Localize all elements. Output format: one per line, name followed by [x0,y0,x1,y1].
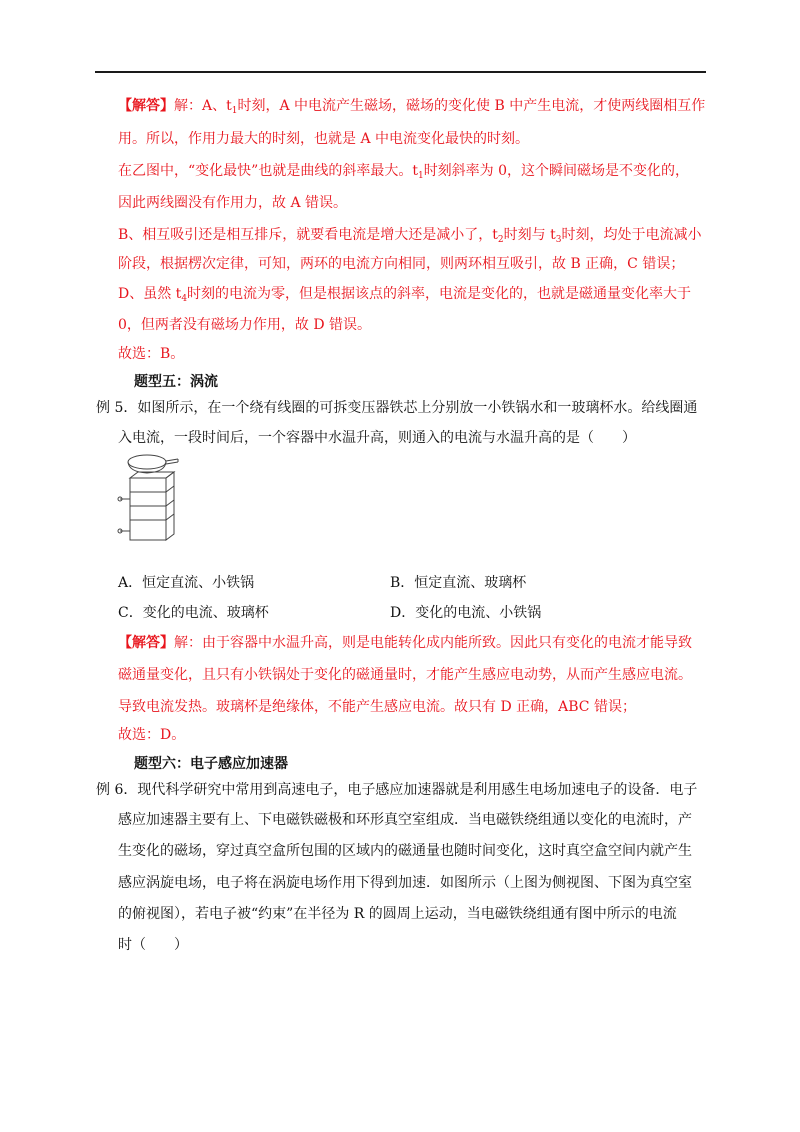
section5-title: 题型五：涡流 [134,374,218,390]
answer4-line-3: 在乙图中，“变化最快”也就是曲线的斜率最大。$t_1$时刻斜率为 0，这个瞬间磁场是不变化的， [118,163,690,181]
example6-line-6: 时（ ） [118,937,188,953]
header-rule [95,71,706,73]
example6-line-2: 感应加速器主要有上、下电磁铁磁极和环形真空室组成．当电磁铁绕组通以变化的电流时，产 [118,812,692,828]
answer5-line-3: 导致电流发热。玻璃杯是绝缘体，不能产生感应电流。故只有 D 正确，ABC 错误； [118,699,636,715]
answer4-line-5: B、相互吸引还是相互排斥，就要看电流是增大还是减小了，$t_2$时刻与 $t_3$时刻，均处于电流减小 [118,227,702,245]
answer-tag: 【解答】 [118,635,174,651]
example6-line-5: 的俯视图），若电子被“约束”在半径为 R 的圆周上运动，当电磁铁绕组通有图中所示的电流 [118,906,677,922]
example5-line-2: 入电流，一段时间后，一个容器中水温升高，则通入的电流与水温升高的是（ ） [118,430,636,446]
answer4-line-2: 用。所以，作用力最大的时刻，也就是 A 中电流变化最快的时刻。 [118,131,530,147]
answer4-line-8: 0，但两者没有磁场力作用，故 D 错误。 [118,317,372,333]
answer5-line-1: 【解答】解：由于容器中水温升高，则是电能转化成内能所致。因此只有变化的电流才能导致 [118,635,692,651]
pan-rim [128,455,166,469]
answer5-line-2: 磁通量变化，且只有小铁锅处于变化的磁通量时，才能产生感应电动势，从而产生感应电流。 [118,667,692,683]
answer4-line-1: 【解答】解：A、$t_1$时刻，A 中电流产生磁场，磁场的变化使 B 中产生电流，才使两线圈相互作 [118,98,706,116]
example6-line-4: 感应涡旋电场，电子将在涡旋电场作用下得到加速．如图所示（上图为侧视图、下图为真空室 [118,875,692,891]
core-side [166,472,174,540]
example6-line-3: 生变化的磁场，穿过真空盒所包围的区域内的磁通量也随时间变化，这时真空盒空间内就产生 [118,843,692,859]
answer4-line-6: 阶段，根据楞次定律，可知，两环的电流方向相同，则两环相互吸引，故 B 正确，C 错误； [118,256,685,272]
example6-line-1: 例 6．现代科学研究中常用到高速电子，电子感应加速器就是利用感生电场加速电子的设备．电子 [96,782,698,798]
option-b[interactable]: B．恒定直流、玻璃杯 [390,575,527,591]
pan-handle [166,459,178,461]
section6-title: 题型六：电子感应加速器 [134,756,288,772]
example5-line-1: 例 5．如图所示，在一个绕有线圈的可拆变压器铁芯上分别放一小铁锅水和一玻璃杯水。给线圈通 [96,400,698,416]
transformer-figure [112,452,192,554]
answer4-line-7: D、虽然 $t_4$时刻的电流为零，但是根据该点的斜率，电流是变化的，也就是磁通量变化率大于 [118,286,692,304]
option-a[interactable]: A．恒定直流、小铁锅 [118,575,255,591]
answer-tag: 【解答】 [118,98,174,114]
option-c[interactable]: C．变化的电流、玻璃杯 [118,605,269,621]
answer4-line-9: 故选：B。 [118,346,185,362]
iron-core [130,478,166,540]
option-d[interactable]: D．变化的电流、小铁锅 [390,605,542,621]
answer4-line-4: 因此两线圈没有作用力，故 A 错误。 [118,195,348,211]
answer5-line-4: 故选：D。 [118,727,186,743]
